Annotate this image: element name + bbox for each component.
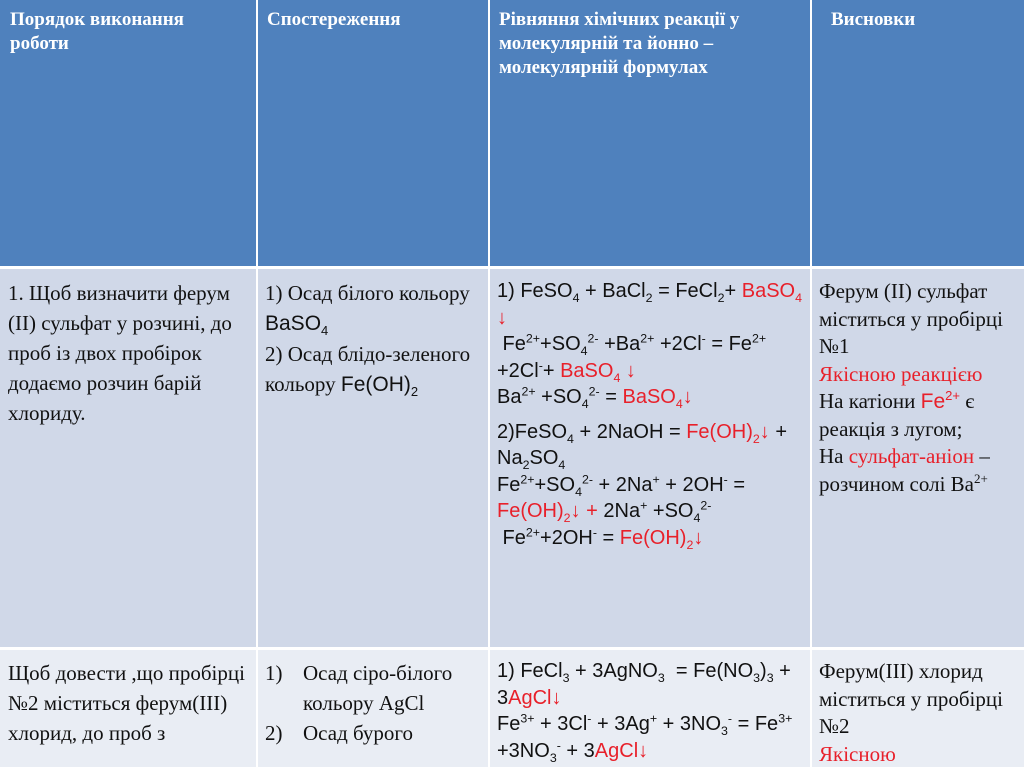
equation-3-ionic-full: $Fe^{3+} + 3Cl^- + 3Ag^+ + 3NO_3^- = Fe^{3+} +3NO_3^-$ + 3AgCl↓ xyxy=(497,711,793,765)
row1-conclusion-anion: На сульфат-аніон – розчином солі $Ba^{2+}$ xyxy=(819,444,990,496)
header-equations: Рівняння хімічних реакції у молекулярній та йонно – молекулярній формулах xyxy=(489,0,811,268)
row1-observations xyxy=(257,268,489,648)
equation-2-molecular: 2)FeSO$_4$ + 2NaOH = $Fe(OH)_2↓ + Na_2SO_4$ xyxy=(497,420,788,472)
equation-1-ionic-full: $Fe^{2+}+SO_4^{2-} +Ba^{2+} +2Cl^- = Fe^{2+} +2Cl^-+$ BaSO$_4$ ↓ xyxy=(497,331,767,385)
equation-1-ionic-short: $Ba^{2+} +SO_4^{2-}$ = BaSO$_4$↓ xyxy=(497,384,693,411)
equation-1-molecular: 1) FeSO$_4$ + BaCl$_2$ = FeCl$_2$+ BaSO$_4$ ↓ xyxy=(497,280,802,329)
grid-line xyxy=(488,0,490,767)
row1-procedure: 1. Щоб визначити ферум (ІІ) сульфат у розчині, до проб із двох пробірок додаємо розчин барій хлориду. xyxy=(0,268,257,648)
row2-procedure: Щоб довести ,що пробірці №2 міститься ферум(ІІІ) хлорид, до проб з xyxy=(0,648,257,767)
row1-observation-2: 2) Осад блідо-зеленого кольору $Fe(OH)_2$ xyxy=(265,342,471,400)
equation-2-ionic-full: $Fe^{2+}+SO_4^{2-} + 2Na^+ + 2OH^-$ = $Fe(OH)_2↓ + 2Na^+ +SO_4^{2-}$ xyxy=(497,471,746,525)
grid-line xyxy=(810,0,812,767)
row1-equations xyxy=(489,268,811,648)
equation-3-molecular: 1) FeCl$_3$ + 3AgNO$_3$ = $Fe(NO_3)_3$ + 3AgCl↓ xyxy=(497,660,791,709)
row1-conclusion-text: Ферум (ІІ) сульфат міститься у пробірці №1 xyxy=(819,279,1003,358)
row1-conclusion-cation: На катіони $Fe^{2+}$ є реакція з лугом; xyxy=(819,388,975,441)
grid-line xyxy=(256,0,258,767)
row2-conclusions xyxy=(811,648,1024,767)
grid-line xyxy=(0,266,1024,269)
header-observations: Спостереження xyxy=(257,0,489,268)
row2-equations xyxy=(489,648,811,767)
header-conclusions: Висновки xyxy=(811,0,1024,268)
row2-observation-2: 2) Осад бурого xyxy=(265,721,413,745)
row2-observation-1: 1) Осад сіро-білого кольору AgCl xyxy=(265,661,453,715)
row2-observations xyxy=(257,648,489,767)
row2-conclusion-text: Ферум(ІІІ) хлорид міститься у пробірці №2 xyxy=(819,659,1003,738)
row1-observation-1: 1) Осад білого кольору BaSO$_4$ xyxy=(265,281,470,339)
grid-line xyxy=(0,647,1024,650)
row1-conclusion-qualitative: Якісною реакцією xyxy=(819,361,983,386)
equation-2-ionic-short: $Fe^{2+}+2OH^-$ = $Fe(OH)_2↓$ xyxy=(497,524,704,552)
header-procedure: Порядок виконання роботи xyxy=(0,0,257,268)
row2-conclusion-qualitative: Якісною xyxy=(819,741,896,766)
row1-conclusions xyxy=(811,268,1024,648)
